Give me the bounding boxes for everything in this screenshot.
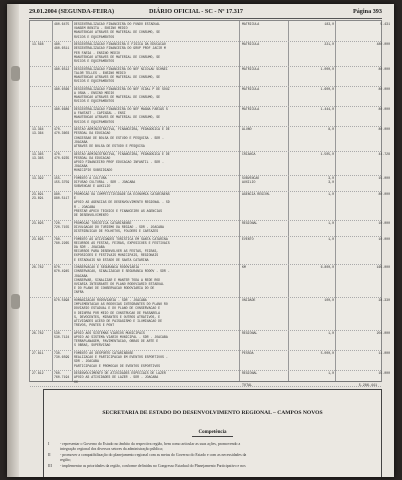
description-line: OVIARIA INTEGRANTE DO PLANO RODOVIARIO ESTADUAL [74, 282, 164, 286]
row-quantity: 3,0 3,0 [328, 176, 334, 185]
description-line: MANUTENCAO ATRAVES DE MATERIAL DE CONSUMO, SE [74, 95, 161, 100]
description-line: INFRA [74, 290, 84, 295]
table-row [30, 21, 390, 42]
description-line: S OBRAS, SUPERVISAO [74, 343, 111, 348]
description-line: MANUTENCAO ATRAVES DE MATERIAL DE CONSUMO, SE [74, 54, 161, 59]
description-line: DA SDR - JOACABA [74, 245, 105, 249]
table-row [30, 151, 390, 176]
row-unit: MATRICULA [242, 66, 260, 71]
budget-table [29, 20, 390, 388]
description-line: PRESTAR APOIO TECNICO E FINANCEIRO AS AGENCIAS [74, 208, 162, 213]
row-unit: REGIONAL [242, 330, 258, 335]
description-line: FOMENTO A CULTURA [74, 176, 107, 180]
row-description [74, 87, 236, 104]
row-description [74, 351, 236, 368]
description-line: APOIO AO SISTEMA VIARIO MUNICIPAL - SDR - JOACABA [74, 335, 168, 339]
description-line: RECURSOS AS FESTAS, FEIRAS, EXPOSICOES E FESTIVAIS [74, 240, 170, 245]
description-line: TALOR TELLES - ENSINO MEDIO [74, 70, 126, 75]
description-line: PROMOCAO DA COMPETITIVIDADE DA ECONOMIA CATARINENS [74, 192, 170, 196]
description-line: DIFUSAO CULTURAL - SDR - JOACABA [74, 180, 136, 185]
row-description [74, 107, 236, 124]
row-quantity: 100,0 [324, 298, 334, 302]
row-action-code: 155. 155.3759 [54, 176, 70, 185]
table-row [30, 86, 390, 107]
description-line: HUMANIZACAO RODOVIARIA - SDR - JOACABA [74, 298, 147, 302]
row-description [74, 67, 236, 84]
row-function-code: 13.568 [32, 42, 44, 47]
row-amount: 80.000 [378, 192, 390, 196]
header-page-number: Página 393 [352, 8, 382, 15]
description-line: E [74, 196, 76, 201]
row-action-code: 480.6566 [54, 86, 70, 91]
row-function-code: 13.364 13.364 [32, 127, 44, 136]
description-line: TREVOS, PONTES E PONT [74, 323, 115, 328]
row-function-code: 23.691 23.691 [32, 192, 44, 201]
description-line: DESCENTRALIZACAO FINANCEIRA DO NEF VIDAL P DE SOUZ [74, 86, 170, 91]
row-unit: EVENTO [242, 236, 254, 241]
description-line: CONSERVACAO E SEGURANCA RODOVIARIA [74, 265, 140, 270]
row-description [74, 176, 236, 189]
description-line: E DO PLANO DE CONSERVACAO RODOVIARIA DO DE [74, 286, 155, 291]
row-action-code: 980. 980.5117 [54, 192, 70, 201]
table-row [30, 297, 390, 331]
table-row [30, 330, 390, 351]
row-quantity: 1,0 [328, 192, 334, 196]
description-line: JOACABA [74, 139, 88, 144]
row-amount: 15.000 [378, 371, 390, 376]
row-description [74, 298, 236, 327]
row-action-code: 670. 670.4945 [54, 265, 70, 274]
row-amount: 5.431 [380, 22, 390, 26]
description-line: DESCENTRALIZACAO FINANCEIRA DO GRUP PROF JACIR M [74, 46, 166, 51]
description-line: FOMENTO AO DESPORTO CATARINENSE [74, 351, 134, 355]
description-line: RECURSOS PARA DESENVOLVER AS FESTAS, FEIRAS, [74, 249, 159, 254]
binder-clip [11, 66, 20, 81]
table-row [30, 264, 390, 298]
description-line: XX [74, 379, 78, 384]
row-amount: 11.000 [378, 351, 390, 355]
row-quantity: 6.800,0 [320, 265, 334, 270]
row-unit: UNIDADE [242, 298, 256, 302]
description-line: DESCENTRALIZACAO FINANCEIRA DO NEF NICOLAU SCHNEI [74, 66, 168, 71]
description-line: RVICOS E EQUIPAMENTOS [74, 99, 115, 104]
description-line: PESSOAL DA EDUCACAO [74, 155, 111, 160]
heading-underline [192, 436, 232, 437]
newspaper-page [7, 4, 394, 477]
table-row [30, 66, 390, 87]
row-quantity: 8,0 [328, 127, 334, 132]
competencia-list [48, 442, 377, 469]
total-label: TOTAL [242, 384, 253, 388]
description-line: JOACABA [74, 164, 88, 169]
row-unit: CRIANCA [242, 151, 256, 156]
table-row [30, 175, 390, 192]
table-row [30, 41, 390, 66]
description-line: DESCENTRALIZACAO FINANCEIRA DO FUNDO ESTADUAL [74, 22, 161, 26]
description-line: DESENVOLVIMENTO DE ATIVIDADES ESPECIAIS DE LAZER [74, 371, 166, 376]
description-line: O DEINFRA POR MEIO DE CONSTRUCAO DE PASSARELA [74, 310, 161, 315]
description-line: RVICOS E EQUIPAMENTOS [74, 34, 115, 39]
description-line: A FANTAST - CAPINZAL - ENSI [74, 111, 126, 116]
row-unit: REGIONAL [242, 220, 258, 225]
description-line: VANGEM BONITA - ENSINO MEDIO [74, 26, 128, 31]
row-action-code: 480.6512 [54, 66, 70, 71]
competencia-heading: Competência [198, 430, 227, 435]
row-action-code: 530. 530.7124 [54, 330, 70, 339]
description-line: APOIO AS ATIVIDADES DE LAZER - SDR - JOACABA [74, 375, 159, 380]
description-line: EXPOSICOES E FESTIVAIS MUNICIPAIS, REGIONAIS [74, 253, 159, 258]
row-quantity: 1.000,0 [320, 66, 334, 71]
item-text: - promover a compatibilização do planejamento regional com as metas do Governo do Estado e com as necessidades da [60, 452, 247, 457]
row-unit: MATRICULA [242, 42, 260, 47]
row-description [74, 237, 236, 262]
row-function-code: 23.695 [32, 236, 44, 241]
table-row [30, 220, 390, 237]
row-quantity: 1.600,0 [320, 86, 334, 91]
binder-clip [11, 294, 20, 309]
row-description [74, 192, 236, 217]
row-function-code: 13.365 13.365 [32, 151, 44, 160]
row-action-code: 480.6686 [54, 107, 70, 111]
table-row [30, 106, 390, 127]
row-action-code: 760. 760.7194 [54, 371, 70, 380]
table-row [30, 370, 390, 387]
row-description [74, 265, 236, 294]
row-quantity: 5.000,0 [320, 351, 334, 355]
table-row [30, 126, 390, 151]
description-line: CONCESSAO DE BOLSA DE ESTUDO E PESQUISA - SDR - [74, 135, 164, 140]
row-function-code: 26.782 [32, 330, 44, 335]
description-line: PESSOAL DA EDUCACAO [74, 131, 111, 136]
row-quantity: 1,0 [328, 220, 334, 225]
row-description [74, 152, 236, 173]
description-line: R - JOACABA [74, 204, 96, 209]
row-function-code: 27.811 [32, 351, 44, 355]
row-quantity: 1,0 [328, 371, 334, 376]
description-line: IMPLEMENTACAO AS RODOVIAS INTEGRANTES DO PLANO RO [74, 302, 168, 307]
row-quantity: 221,0 [324, 42, 334, 47]
row-unit: SUBVENCAO AUXILIO [242, 176, 260, 185]
row-quantity: 1.444,0 [320, 107, 334, 111]
row-quantity: 183,0 [324, 22, 334, 26]
description-line: E ESTADUAIS NO ESTADO DE SANTA CATARINA [74, 257, 149, 262]
description-line: RVICOS E EQUIPAMENTOS [74, 59, 115, 63]
description-line: MANUTENCAO ATRAVES DE MATERIAL DE CONSUMO, SE [74, 75, 161, 79]
row-action-code: 730. 730.6599 [54, 351, 70, 360]
item-text: - implementar as prioridades da região, conforme definidas no Congresso Estadual do Planejamento Participativo e nos [60, 463, 246, 468]
description-line: MUNICIPIO SUBSIDIADO [74, 168, 113, 173]
item-marker: II [48, 452, 51, 457]
description-line: DOVIARIO ESTADUAL E DO PLANO DE CONSERVACAO E [74, 306, 161, 311]
row-description [74, 331, 236, 348]
description-line: DESCENTRALIZACAO FINANCEIRA DO NEF MAGNA FARIAS S [74, 107, 168, 111]
table-row [30, 191, 390, 221]
row-function-code: 27.812 [32, 371, 44, 376]
row-unit: REGIONAL [242, 371, 258, 376]
description-line: MANUTENCAO ATRAVES DE MATERIAL DE CONSUMO, SE [74, 115, 161, 120]
row-function-code: 23.695 [32, 220, 44, 225]
item-marker: I [48, 442, 50, 446]
description-line: GESTAO ADMINISTRATIVA, FINANCEIRA, PEDAGOGICA E DE [74, 151, 170, 156]
description-line: FOMENTO AS ATIVIDADES TURISTICA EM SANTA CATARINA [74, 236, 168, 241]
table-row [30, 236, 390, 266]
description-line: GESTAO ADMINISTRATIVA, FINANCEIRA, PEDAGOGICA E DE [74, 127, 170, 132]
description-line: APOIO FINANCEIRO PROF EDUCACAO INFANTIL - SDR - [74, 160, 164, 164]
row-function-code: 13.392 [32, 176, 44, 180]
row-unit: KM [242, 265, 246, 270]
description-line: RVICOS E EQUIPAMENTOS [74, 119, 115, 124]
row-function-code: 26.782 [32, 265, 44, 270]
description-line: APOIO AS AGENCIAS DE DESENVOLVIMENTO REGIONAL - SD [74, 200, 170, 205]
row-unit: PESSOA [242, 351, 254, 355]
description-line: ATIVIDADES ACESO DE PAISAGISMO E ILUMINACAO DE [74, 319, 162, 324]
row-unit: ALUNO [242, 127, 252, 132]
description-line: CONSERVAR, SINALIZAR E MANTER TODA A REDE ROD [74, 277, 161, 282]
description-line: DISTRIBUICAO DE FOLHETOS, FOLDERS E CARTAZES [74, 229, 159, 233]
description-line: DIVULGACAO DO TURISMO DA REGIAO - SDR - JOACABA [74, 224, 164, 229]
description-line: DE DESENVOLVIMENTO [74, 213, 109, 218]
description-line: RVICOS E EQUIPAMENTOS [74, 79, 115, 84]
header-date: 29.01.2004 (SEGUNDA-FEIRA) [29, 8, 115, 15]
row-unit: MATRICULA [242, 107, 260, 111]
row-amount: 80.000 [378, 127, 390, 132]
row-amount: 15.000 [378, 176, 390, 180]
header-title: DIÁRIO OFICIAL - SC - Nº 17.317 [149, 8, 244, 15]
row-action-code: 480. 480.6511 [54, 42, 70, 51]
description-line: SUBVENCAO E AUXILIO [74, 184, 111, 189]
row-amount: 165.000 [376, 265, 390, 270]
row-description [74, 22, 236, 39]
row-amount: 44.728 [378, 151, 390, 156]
item-text: - representar o Governo do Estado no âmbito da respectiva região, bem como articular as suas ações, promovendo a [60, 442, 241, 446]
row-unit: MATRICULA [242, 22, 260, 26]
row-action-code: 720. 720.7155 [54, 220, 70, 229]
description-line: ATRAVES DE BOLSA DE ESTUDO E PESQUISA [74, 144, 145, 148]
description-line: PROMOCAO TURISTICA CATARINENSE [74, 220, 132, 225]
secretaria-title: SECRETARIA DE ESTADO DO DESENVOLVIMENTO REGIONAL – CAMPOS NOVOS [102, 410, 323, 416]
item-text: região; [60, 458, 71, 463]
row-description [74, 221, 236, 234]
description-line: PARTICIPACAO E PROMOCAO DE EVENTOS ESPORTIVOS [74, 363, 161, 368]
row-amount: 10.000 [378, 220, 390, 225]
row-action-code: 480.6475 [54, 22, 70, 26]
row-unit: AGENCIA REGION. [242, 192, 271, 196]
row-amount: 80.000 [378, 107, 390, 111]
page-header [29, 6, 382, 19]
row-amount: 10.000 [378, 236, 390, 241]
row-quantity: 1,0 [328, 330, 334, 335]
description-line: S, DEVOCENTES, MIRANTES E OUTROS ATRATIVOS, E [74, 314, 161, 319]
row-action-code: 780. 780.2265 [54, 236, 70, 245]
total-value: 5.286.441 [358, 384, 377, 388]
row-amount: 80.000 [378, 66, 390, 71]
table-row [30, 350, 390, 371]
row-action-code: 470. 470.6235 [54, 151, 70, 160]
description-line: APOIO AOS SISTEMAS VIARIOS MUNICIPAIS [74, 330, 145, 335]
footer-box [43, 389, 382, 477]
row-action-code: 470. 470.3603 [54, 127, 70, 136]
description-line: A OSNA - ENSINO MEDIO [74, 91, 115, 95]
row-description [74, 127, 236, 148]
item-text: integração regional dos diversos setores da administração pública; [60, 447, 163, 452]
description-line: PER FARIA - ENSINO MEDIO [74, 50, 120, 55]
row-description [74, 42, 236, 63]
competencia-item [48, 464, 377, 469]
row-description [74, 371, 236, 384]
item-marker: III [48, 463, 52, 468]
row-action-code: 670.5698 [54, 298, 70, 302]
description-line: TERRAPLANAGEM, PAVIMENTACAO, OBRAS DE ARTE E [74, 339, 159, 344]
row-amount: 204.000 [376, 330, 390, 335]
row-quantity: 1,0 [328, 236, 334, 241]
description-line: REALIZACAO E PARTICIPACAO EM EVENTOS ESPORTIVOS - [74, 355, 168, 360]
description-line: MANUTENCAO ATRAVES DE MATERIAL DE CONSUMO, SE [74, 30, 161, 35]
description-line: DESCENTRALIZACAO FINANCEIRA E FISICA DA EDUCACAO [74, 42, 166, 47]
row-amount: 80.000 [378, 86, 390, 91]
description-line: JOACABA [74, 273, 88, 278]
row-amount: 480.000 [376, 42, 390, 47]
row-amount: 28.330 [378, 298, 390, 302]
description-line: CONSERVACAO, SINALIZACAO E SEGURANCA RODOV - SDR - [74, 269, 170, 274]
row-unit: MATRICULA [242, 86, 260, 91]
row-quantity: 1.505,0 [320, 151, 334, 156]
description-line: SDR - JOACABA [74, 359, 99, 364]
